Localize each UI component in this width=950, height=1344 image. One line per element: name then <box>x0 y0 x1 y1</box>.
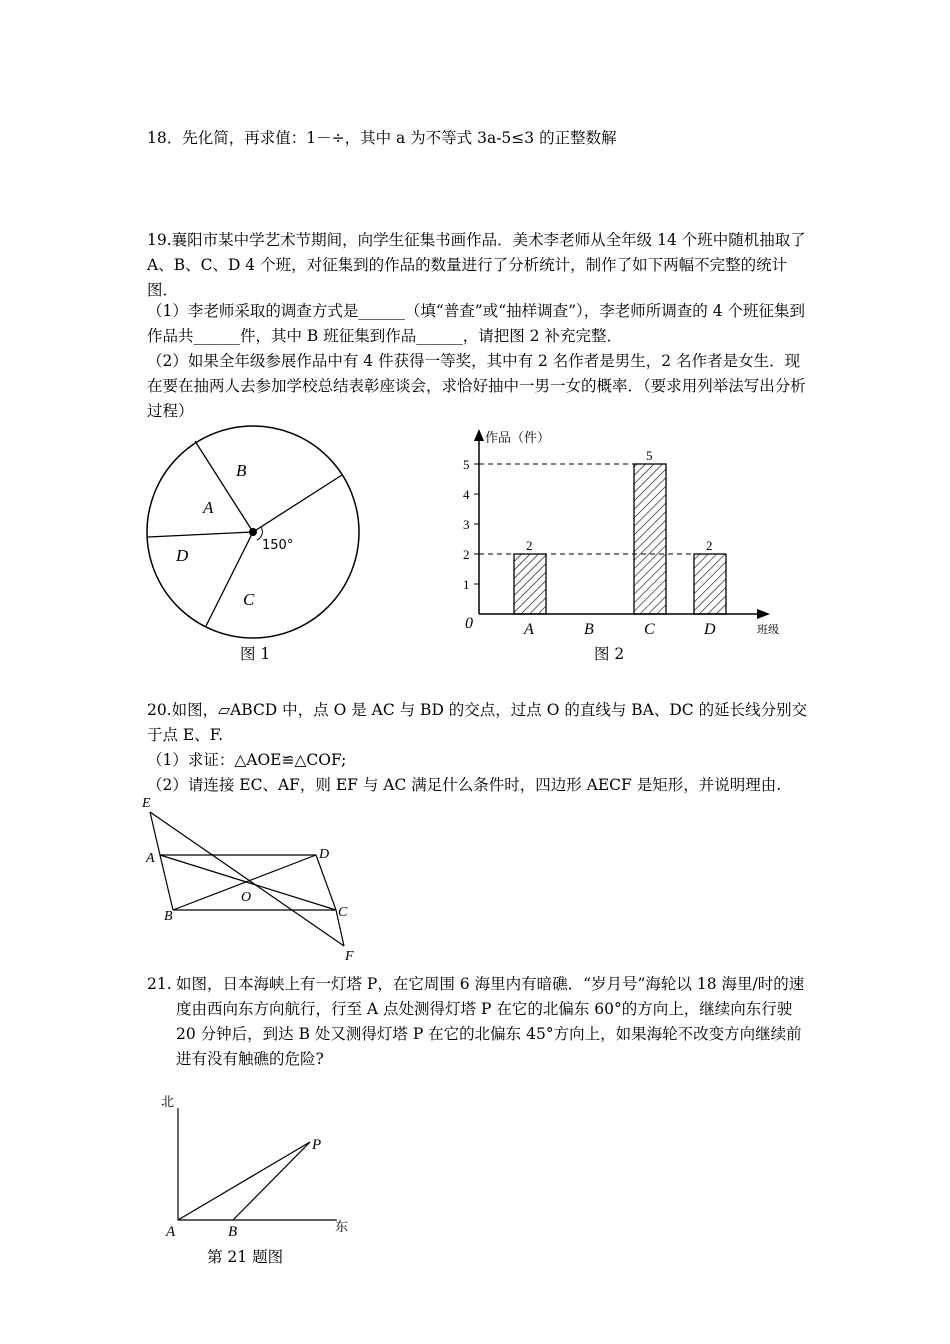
bar-a <box>514 554 546 614</box>
bar-c <box>634 464 666 614</box>
q18-text: 18．先化简，再求值：1－÷，其中 a 为不等式 3a-5≤3 的正整数解 <box>147 129 617 147</box>
q21-number: 21. <box>147 975 172 993</box>
y-tick-label: 3 <box>463 517 470 532</box>
pie-radius-bottom <box>206 532 253 626</box>
q20-figure <box>140 792 370 967</box>
point-a-label: A <box>146 851 155 866</box>
fig2-caption: 图 2 <box>594 645 625 663</box>
data-label-a: 2 <box>526 538 533 553</box>
side-ab <box>160 855 173 910</box>
angle-label: 150° <box>262 538 294 553</box>
q19-part2: （2）如果全年级参展作品中有 4 件获得一等奖，其中有 2 名作者是男生，2 名作者是女生．现在要在抽两人去参加学校总结表彰座谈会，求恰好抽中一男一女的概率．（要求用列举法写出分析过程） <box>147 352 806 420</box>
q20-part2: （2）请连接 EC、AF，则 EF 与 AC 满足什么条件时，四边形 AECF 是矩形，并说明理由. <box>147 776 782 794</box>
y-axis-arrow <box>474 429 484 441</box>
east-label: 东 <box>335 1219 349 1234</box>
line-ef <box>150 812 344 946</box>
sector-label-c: C <box>243 590 255 609</box>
q19-bar-chart <box>455 425 795 645</box>
point-c-label: C <box>338 905 348 920</box>
q21-figure <box>155 1088 365 1248</box>
point-p-label: P <box>312 1137 322 1153</box>
x-axis-arrow <box>757 609 770 619</box>
y-axis-title: 作品（件） <box>485 431 551 446</box>
y-tick-label: 2 <box>463 547 470 562</box>
category-label-d: D <box>704 621 716 638</box>
data-label-d: 2 <box>706 538 713 553</box>
side-dc <box>316 855 336 910</box>
q19-intro: 19.襄阳市某中学艺术节期间，向学生征集书画作品．美术李老师从全年级 14 个班中随机抽取了 A、B、C、D 4 个班，对征集到的作品的数量进行了分析统计，制作了如下两幅不完整的统计图． <box>147 231 806 299</box>
bar-d <box>694 554 726 614</box>
point-o-label: O <box>241 890 252 905</box>
q21-caption: 第 21 题图 <box>207 1248 284 1266</box>
pie-center-dot <box>249 528 257 536</box>
north-label: 北 <box>161 1094 175 1109</box>
data-label-c: 5 <box>646 448 653 463</box>
origin-label: 0 <box>465 615 473 632</box>
point-d-label: D <box>319 847 330 862</box>
category-label-c: C <box>644 621 655 638</box>
sector-label-b: B <box>236 461 247 480</box>
point-a-label: A <box>166 1224 176 1240</box>
q20-part1: （1）求证：△AOE≌△COF; <box>147 751 347 769</box>
q19-part1: （1）李老师采取的调查方式是______（填“普查”或“抽样调查”），李老师所调查的 4 个班征集到作品共______件，其中 B 班征集到作品______，请把图 2 补充完整． <box>147 302 806 345</box>
pie-radius-right <box>253 475 342 532</box>
point-b-label: B <box>164 909 173 924</box>
sector-label-a: A <box>203 498 214 517</box>
category-label-b: B <box>584 621 594 638</box>
x-axis-title: 班级 <box>757 623 779 636</box>
q20-line1: 20.如图，▱ABCD 中，点 O 是 AC 与 BD 的交点，过点 O 的直线与 BA、DC 的延长线分别交于点 E、F. <box>147 701 808 744</box>
point-f-label: F <box>345 949 354 964</box>
y-tick-label: 4 <box>463 487 470 502</box>
fig1-caption: 图 1 <box>240 645 271 663</box>
pie-radius-left <box>148 532 253 537</box>
pie-radius-b-top <box>195 441 253 532</box>
y-tick-label: 5 <box>463 457 470 472</box>
point-b-label: B <box>228 1224 238 1240</box>
y-tick-label: 1 <box>463 577 470 592</box>
category-label-a: A <box>524 621 534 638</box>
sector-label-d: D <box>176 546 189 565</box>
point-e-label: E <box>142 796 151 811</box>
q19-pie-figure <box>140 435 370 665</box>
q21-text: 如图，日本海峡上有一灯塔 P，在它周围 6 海里内有暗礁．“岁月号”海轮以 18 海里/时的速度由西向东方向航行，行至 A 点处测得灯塔 P 在它的北偏东 60°的方向上，继续向东行驶 20 分钟后，到达 B 处又测得灯塔 P 在它的北偏东 45°方向上，如果海轮不改变方向继续前进有没有触礁的危险? <box>176 975 805 1068</box>
